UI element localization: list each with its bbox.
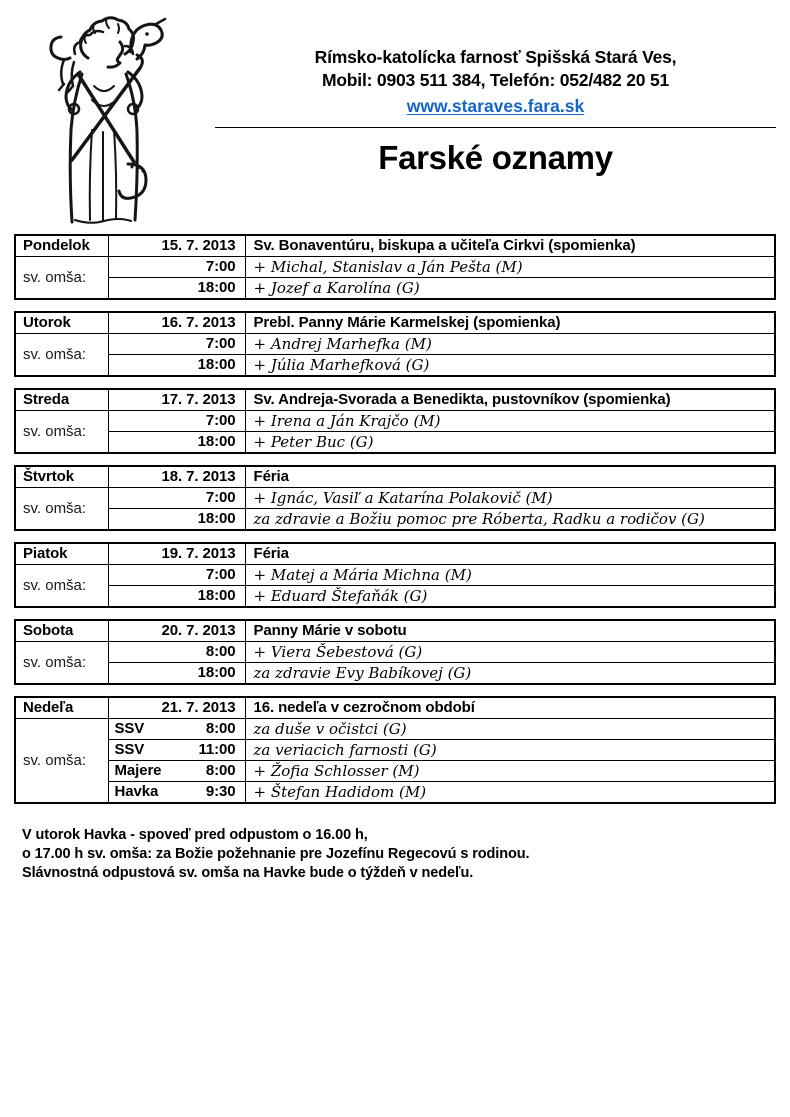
mass-intention: + Júlia Marhefková (G) [245, 355, 775, 377]
day-name: Nedeľa [15, 697, 108, 719]
mass-intention: + Žofia Schlosser (M) [245, 761, 775, 782]
mass-row [15, 278, 775, 300]
day-header-row [15, 543, 775, 565]
mass-row [15, 663, 775, 685]
mass-time: 18:00 [197, 433, 236, 450]
mass-time: 11:00 [198, 741, 236, 758]
mass-time: 18:00 [197, 279, 236, 296]
day-table [14, 388, 776, 454]
mass-time-cell [108, 509, 245, 531]
mass-label: sv. omša: [15, 257, 108, 300]
feast-title: Prebl. Panny Márie Karmelskej (spomienka) [245, 312, 775, 334]
mass-intention: + Irena a Ján Krajčo (M) [245, 411, 775, 432]
mass-time-cell [108, 663, 245, 685]
feast-title: Sv. Andreja-Svorada a Benedikta, pustovníkov (spomienka) [245, 389, 775, 411]
mass-time: 7:00 [205, 412, 236, 429]
mass-time-cell [108, 719, 245, 740]
mass-time: 7:00 [205, 489, 236, 506]
day-header-row [15, 312, 775, 334]
mass-time-cell [108, 586, 245, 608]
mass-time: 8:00 [205, 643, 236, 660]
mass-intention: + Štefan Hadidom (M) [245, 782, 775, 804]
mass-time: 7:00 [205, 258, 236, 275]
day-date: 16. 7. 2013 [108, 312, 245, 334]
mass-intention: za zdravie Evy Babíkovej (G) [245, 663, 775, 685]
mass-intention: + Michal, Stanislav a Ján Pešta (M) [245, 257, 775, 278]
mass-label: sv. omša: [15, 565, 108, 608]
mass-time-cell [108, 565, 245, 586]
mass-intention: + Ignác, Vasiľ a Katarína Polakovič (M) [245, 488, 775, 509]
mass-time: 7:00 [205, 566, 236, 583]
day-header-row [15, 466, 775, 488]
mass-time: 18:00 [197, 356, 236, 373]
mass-intention: + Viera Šebestová (G) [245, 642, 775, 663]
mass-time-cell [108, 257, 245, 278]
mass-time-cell [108, 782, 245, 804]
feast-title: Sv. Bonaventúru, biskupa a učiteľa Cirkvi (spomienka) [245, 235, 775, 257]
website-link[interactable]: www.staraves.fara.sk [406, 96, 585, 116]
good-shepherd-logo [28, 12, 180, 226]
day-table [14, 619, 776, 685]
org-name: Rímsko-katolícka farnosť Spišská Stará Ves, [314, 47, 677, 67]
feast-title: Féria [245, 466, 775, 488]
mass-time: 8:00 [205, 720, 236, 737]
day-table [14, 311, 776, 377]
mass-place: Majere [114, 762, 162, 779]
mass-label: sv. omša: [15, 411, 108, 454]
note-line-3: Slávnostná odpustová sv. omša na Havke bude o týždeň v nedeľu. [22, 865, 474, 881]
day-date: 17. 7. 2013 [108, 389, 245, 411]
mass-time-cell [108, 355, 245, 377]
mass-row [15, 509, 775, 531]
mass-intention: + Matej a Mária Michna (M) [245, 565, 775, 586]
day-name: Streda [15, 389, 108, 411]
mass-label: sv. omša: [15, 334, 108, 377]
day-date: 15. 7. 2013 [108, 235, 245, 257]
mass-row [15, 257, 775, 278]
day-header-row [15, 235, 775, 257]
feast-title: 16. nedeľa v cezročnom období [245, 697, 775, 719]
mass-row [15, 782, 775, 804]
mass-intention: za veriacich farnosti (G) [245, 740, 775, 761]
mass-row [15, 761, 775, 782]
mass-row [15, 334, 775, 355]
mass-row [15, 432, 775, 454]
header-divider [215, 127, 776, 128]
mass-time-cell [108, 642, 245, 663]
day-table [14, 542, 776, 608]
mass-intention: + Eduard Štefaňák (G) [245, 586, 775, 608]
mass-time: 9:30 [205, 783, 236, 800]
mass-row [15, 642, 775, 663]
mass-time-cell [108, 432, 245, 454]
mass-time-cell [108, 334, 245, 355]
mass-label: sv. omša: [15, 488, 108, 531]
mass-row [15, 586, 775, 608]
mass-intention: + Peter Buc (G) [245, 432, 775, 454]
mass-time-cell [108, 278, 245, 300]
day-name: Utorok [15, 312, 108, 334]
day-date: 19. 7. 2013 [108, 543, 245, 565]
mass-row [15, 411, 775, 432]
schedule [14, 234, 776, 815]
mass-place: Havka [114, 783, 159, 800]
mass-time: 18:00 [197, 664, 236, 681]
note-line-2: o 17.00 h sv. omša: za Božie požehnanie pre Jozefínu Regecovú s rodinou. [22, 846, 530, 862]
day-date: 21. 7. 2013 [108, 697, 245, 719]
mass-intention: za zdravie a Božiu pomoc pre Róberta, Radku a rodičov (G) [245, 509, 775, 531]
announcement-notes [22, 826, 529, 883]
day-header-row [15, 389, 775, 411]
mass-time-cell [108, 411, 245, 432]
mass-row [15, 719, 775, 740]
org-contacts: Mobil: 0903 511 384, Telefón: 052/482 20 51 [321, 70, 670, 90]
day-date: 18. 7. 2013 [108, 466, 245, 488]
mass-place: SSV [114, 741, 145, 758]
mass-time: 8:00 [205, 762, 236, 779]
day-table [14, 234, 776, 300]
mass-intention: za duše v očistci (G) [245, 719, 775, 740]
feast-title: Panny Márie v sobotu [245, 620, 775, 642]
header [215, 46, 776, 178]
mass-label: sv. omša: [15, 642, 108, 685]
day-header-row [15, 620, 775, 642]
day-date: 20. 7. 2013 [108, 620, 245, 642]
day-table [14, 696, 776, 804]
mass-time: 7:00 [205, 335, 236, 352]
day-name: Štvrtok [15, 466, 108, 488]
day-name: Pondelok [15, 235, 108, 257]
mass-intention: + Jozef a Karolína (G) [245, 278, 775, 300]
mass-time: 18:00 [197, 510, 236, 527]
day-name: Piatok [15, 543, 108, 565]
mass-time-cell [108, 740, 245, 761]
mass-time-cell [108, 488, 245, 509]
mass-time-cell [108, 761, 245, 782]
mass-time: 18:00 [197, 587, 236, 604]
mass-label: sv. omša: [15, 719, 108, 804]
day-name: Sobota [15, 620, 108, 642]
page-title: Farské oznamy [378, 139, 613, 176]
mass-row [15, 740, 775, 761]
day-header-row [15, 697, 775, 719]
mass-intention: + Andrej Marhefka (M) [245, 334, 775, 355]
mass-row [15, 488, 775, 509]
mass-place: SSV [114, 720, 145, 737]
note-line-1: V utorok Havka - spoveď pred odpustom o 16.00 h, [22, 827, 368, 843]
mass-row [15, 565, 775, 586]
feast-title: Féria [245, 543, 775, 565]
day-table [14, 465, 776, 531]
mass-row [15, 355, 775, 377]
